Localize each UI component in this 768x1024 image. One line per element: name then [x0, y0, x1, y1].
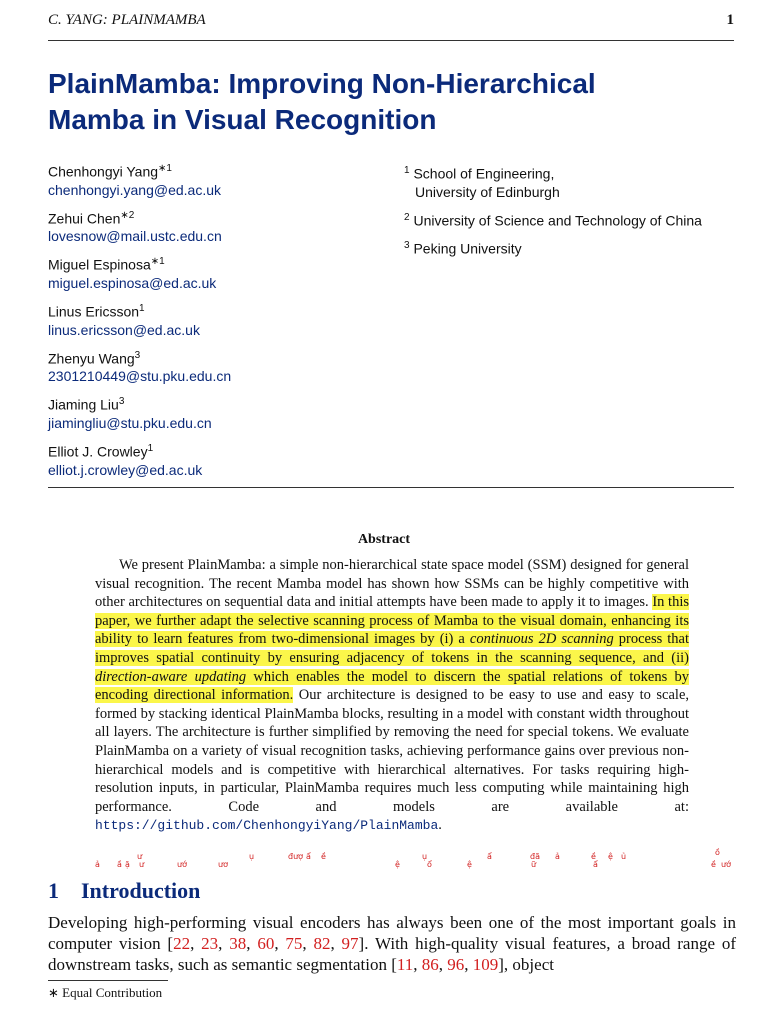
annotation-mark: ư — [137, 852, 143, 861]
author-email[interactable]: chenhongyi.yang@ed.ac.uk — [48, 181, 221, 198]
highlight-emphasis: continuous 2D scanning — [469, 631, 614, 648]
author-entry — [48, 347, 378, 386]
highlight-text: process that improves spatial continuity by ensuring adjacency of tokens in the scanning sequence, and (ii) — [95, 631, 690, 666]
author-sup: ∗2 — [120, 209, 135, 221]
highlight-emphasis: direction-aware updating — [95, 668, 247, 685]
page-number: 1 — [726, 12, 734, 28]
annotation-mark: ẩ — [593, 860, 598, 869]
abstract-body — [95, 556, 689, 836]
author-email[interactable]: 2301210449@stu.pku.edu.cn — [48, 368, 232, 385]
stray-annotation-marks — [95, 848, 735, 876]
citation-link[interactable]: 23 — [201, 934, 219, 953]
citation-link[interactable]: 86 — [421, 955, 439, 974]
annotation-mark: ủ — [621, 852, 627, 861]
annotation-mark: đượ — [288, 852, 304, 861]
annotation-mark: ẩ — [487, 852, 492, 861]
section-number: 1 — [48, 878, 59, 903]
author-list — [48, 160, 378, 487]
section-title: Introduction — [81, 878, 201, 903]
affiliation — [404, 237, 744, 258]
section-heading — [48, 878, 200, 904]
annotation-mark: ả — [95, 860, 100, 869]
annotation-mark: ụ — [422, 852, 428, 861]
author-entry — [48, 207, 378, 246]
affiliation-sup: 3 — [404, 240, 410, 252]
annotation-mark: ồ — [715, 848, 720, 857]
intro-text: ], object — [498, 955, 554, 974]
author-email[interactable]: miguel.espinosa@ed.ac.uk — [48, 274, 217, 291]
author-name: Jiaming Liu — [48, 396, 119, 413]
intro-paragraph: Developing high-performing visual encoders has always been one of the most important goals in computer vision [22, 23, 38, 60, 75, 82, 97]. With high-quality visual features, a broad range of downstream tasks, such as semantic segmentation [11, 86, 96, 109], object — [48, 913, 736, 974]
author-email[interactable]: linus.ericsson@ed.ac.uk — [48, 321, 200, 338]
author-name: Linus Ericsson — [48, 303, 140, 320]
citation-link[interactable]: 109 — [472, 955, 499, 974]
affiliation-sup: 2 — [404, 211, 410, 223]
author-entry — [48, 160, 378, 199]
intro-text: Developing high-performing visual encoders has always been one of the most important goals in computer vision [ — [48, 913, 736, 953]
highlight-text: In this paper, we further adapt the selective scanning process of Mamba to the visual domain, enhancing its ability to learn features from two-dimensional images by (i) a — [95, 594, 689, 648]
affiliation-line: School of Engineering, — [413, 165, 555, 182]
citation-link[interactable]: 82 — [313, 934, 331, 953]
citation-link[interactable]: 22 — [173, 934, 191, 953]
title-line-1: PlainMamba: Improving Non-Hierarchical — [48, 68, 596, 99]
affiliation-line: Peking University — [413, 240, 522, 257]
footnote: ∗ Equal Contribution — [48, 985, 163, 1000]
section-rule — [48, 487, 734, 488]
author-name: Zehui Chen — [48, 210, 121, 227]
citation-link[interactable]: 11 — [396, 955, 414, 974]
author-sup: 1 — [147, 442, 154, 454]
annotation-mark: ươ — [218, 860, 228, 869]
annotation-mark: ả — [555, 852, 560, 861]
author-email[interactable]: elliot.j.crowley@ed.ac.uk — [48, 461, 203, 478]
annotation-mark: ổ — [427, 860, 432, 869]
running-header — [48, 12, 734, 40]
annotation-mark: ặ — [125, 860, 130, 869]
author-name: Elliot J. Crowley — [48, 443, 148, 460]
author-sup: ∗1 — [150, 256, 165, 268]
author-name: Chenhongyi Yang — [48, 163, 159, 180]
abstract-text: We present PlainMamba: a simple non-hierarchical state space model (SSM) designed for general visual recognition. The recent Mamba model has shown how SSMs can be highly competitive with other architectures on sequential data and initial attempts have been made to apply it to images. — [95, 557, 689, 611]
author-entry — [48, 253, 378, 292]
affiliation — [404, 162, 744, 201]
annotation-mark: ệ — [395, 860, 400, 869]
header-rule — [48, 40, 734, 41]
annotation-mark: ướ — [177, 860, 187, 869]
author-email[interactable]: jiamingliu@stu.pku.edu.cn — [48, 414, 212, 431]
annotation-mark: ề — [321, 852, 326, 861]
annotation-mark: ữ — [531, 860, 537, 869]
citation-link[interactable]: 38 — [229, 934, 247, 953]
annotation-mark: ướ — [721, 860, 731, 869]
annotation-mark: đã — [530, 852, 540, 861]
running-title: C. YANG: PLAINMAMBA — [48, 12, 206, 28]
annotation-mark: ề — [711, 860, 716, 869]
affiliation-line: University of Science and Technology of China — [413, 212, 702, 229]
code-link[interactable]: https://github.com/ChenhongyiYang/PlainMamba — [95, 818, 439, 834]
abstract-end: . — [438, 817, 442, 834]
citation-link[interactable]: 75 — [285, 934, 303, 953]
annotation-mark: ư — [139, 860, 145, 869]
author-name: Zhenyu Wang — [48, 350, 135, 367]
author-entry — [48, 393, 378, 432]
affiliation-line: University of Edinburgh — [415, 183, 560, 200]
citation-link[interactable]: 96 — [447, 955, 465, 974]
author-sup: 3 — [134, 349, 141, 361]
affiliation-sup: 1 — [404, 165, 410, 176]
title-line-2: Mamba in Visual Recognition — [48, 104, 437, 135]
citation-link[interactable]: 60 — [257, 934, 275, 953]
author-sup: 1 — [139, 302, 145, 314]
paper-title — [48, 66, 688, 138]
author-entry — [48, 440, 378, 479]
author-name: Miguel Espinosa — [48, 256, 151, 273]
annotation-mark: ụ — [249, 852, 255, 861]
author-sup: ∗1 — [158, 163, 172, 174]
abstract-text: Our architecture is designed to be easy to use and easy to scale, formed by stacking identical PlainMamba blocks, resulting in a model with constant width throughout all layers. The architecture is further simplified by removing the need for special tokens. We evaluate PlainMamba on a variety of visual recognition tasks, achieving performance gains over previous non-hierarchical models and is competitive with hierarchical alternatives. For tasks requiring high-resolution inputs, in particular, PlainMamba requires much less computing while maintaining high performance. Code and models are available at: — [95, 687, 690, 815]
affiliation — [404, 209, 744, 230]
author-sup: 3 — [118, 396, 125, 408]
annotation-mark: ề — [591, 852, 596, 861]
annotation-mark: ầ — [117, 860, 122, 869]
author-email[interactable]: lovesnow@mail.ustc.edu.cn — [48, 228, 222, 245]
annotation-mark: ẩ — [306, 852, 311, 861]
abstract-heading: Abstract — [357, 532, 411, 547]
annotation-mark: ệ — [467, 860, 472, 869]
highlight-text: which enables the model to discern the spatial relations of tokens by encoding directional information. — [95, 668, 689, 704]
citation-link[interactable]: 97 — [341, 934, 359, 953]
affiliation-list — [404, 162, 744, 266]
author-entry — [48, 300, 378, 339]
annotation-mark: ệ — [608, 852, 613, 861]
intro-text: ]. With high-quality visual features, a broad range of downstream tasks, such as semantic segmentation [ — [48, 934, 736, 974]
footnote-rule — [48, 980, 168, 981]
